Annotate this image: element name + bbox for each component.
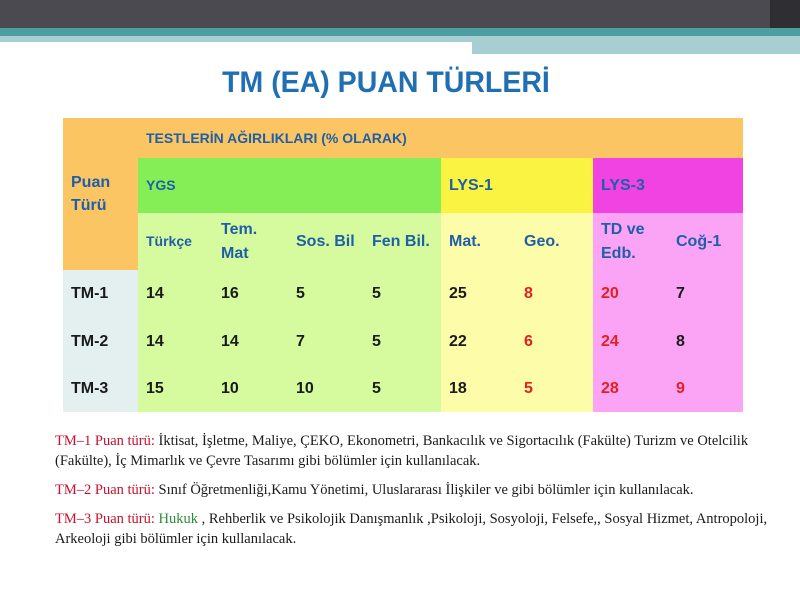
table-cell: 25 xyxy=(441,270,516,318)
subject-td-edb: TD ve Edb. xyxy=(593,213,668,270)
subject-tem-mat: Tem. Mat xyxy=(213,213,288,270)
subject-cog1: Coğ-1 xyxy=(668,213,743,270)
table-cell: 14 xyxy=(138,318,213,366)
table-cell: 14 xyxy=(213,318,288,366)
subject-sos-bil: Sos. Bil xyxy=(288,213,364,270)
row-label-tm2: TM-2 xyxy=(63,318,138,366)
table-cell: 8 xyxy=(668,318,743,366)
table-cell: 7 xyxy=(288,318,364,366)
table-cell: 16 xyxy=(213,270,288,318)
group-lys1: LYS-1 xyxy=(441,158,593,213)
table-cell: 5 xyxy=(288,270,364,318)
subject-turkce: Türkçe xyxy=(138,213,213,270)
table-cell: 20 xyxy=(593,270,668,318)
top-teal-bar xyxy=(0,28,800,36)
notes-section xyxy=(55,431,775,558)
table-cell: 10 xyxy=(213,366,288,412)
puan-turu-header: Puan Türü xyxy=(63,118,138,270)
top-dark-bar xyxy=(0,0,800,28)
note-tm1-text: İktisat, İşletme, Maliye, ÇEKO, Ekonometri, Bankacılık ve Sigortacılık (Fakülte) Turizm ve Otelcilik (Fakülte), İç Mimarlık ve Çevre Tasarımı gibi bölümler için kullanılacak. xyxy=(55,433,749,469)
table-cell: 10 xyxy=(288,366,364,412)
table-cell: 5 xyxy=(364,318,441,366)
group-ygs: YGS xyxy=(138,158,441,213)
subject-fen-bil: Fen Bil. xyxy=(364,213,441,270)
table-cell: 8 xyxy=(516,270,593,318)
table-cell: 28 xyxy=(593,366,668,412)
table-cell: 22 xyxy=(441,318,516,366)
subject-geo: Geo. xyxy=(516,213,593,270)
subject-mat: Mat. xyxy=(441,213,516,270)
top-dark-bar-edge xyxy=(770,0,800,28)
table-cell: 15 xyxy=(138,366,213,412)
score-weights-table xyxy=(63,118,743,412)
table-cell: 18 xyxy=(441,366,516,412)
note-tm1-label: TM–1 Puan türü: xyxy=(55,433,155,449)
note-tm3-highlight: Hukuk xyxy=(154,511,198,527)
note-tm2 xyxy=(55,480,775,500)
row-label-tm1: TM-1 xyxy=(63,270,138,318)
slide-title: TM (EA) PUAN TÜRLERİ xyxy=(222,66,550,99)
weights-header: TESTLERİN AĞIRLIKLARI (% OLARAK) xyxy=(138,118,743,158)
table-cell: 5 xyxy=(364,270,441,318)
note-tm1 xyxy=(55,431,775,471)
top-light-bar-right xyxy=(472,36,800,54)
table-cell: 7 xyxy=(668,270,743,318)
note-tm3-label: TM–3 Puan türü: xyxy=(55,511,155,527)
row-label-tm3: TM-3 xyxy=(63,366,138,412)
note-tm3-text: , Rehberlik ve Psikolojik Danışmanlık ,Psikoloji, Sosyoloji, Felsefe,, Sosyal Hizmet, Antropoloji, Arkeoloji gibi bölümler için kullanılacak. xyxy=(55,511,768,547)
top-light-bar-left xyxy=(0,36,472,42)
table-cell: 24 xyxy=(593,318,668,366)
table-cell: 5 xyxy=(364,366,441,412)
table-cell: 14 xyxy=(138,270,213,318)
note-tm3 xyxy=(55,509,775,549)
group-lys3: LYS-3 xyxy=(593,158,743,213)
note-tm2-label: TM–2 Puan türü: xyxy=(55,482,155,498)
table-cell: 6 xyxy=(516,318,593,366)
table-cell: 5 xyxy=(516,366,593,412)
table-cell: 9 xyxy=(668,366,743,412)
note-tm2-text: Sınıf Öğretmenliği,Kamu Yönetimi, Uluslararası İlişkiler ve gibi bölümler için kullanılacak. xyxy=(154,482,694,498)
